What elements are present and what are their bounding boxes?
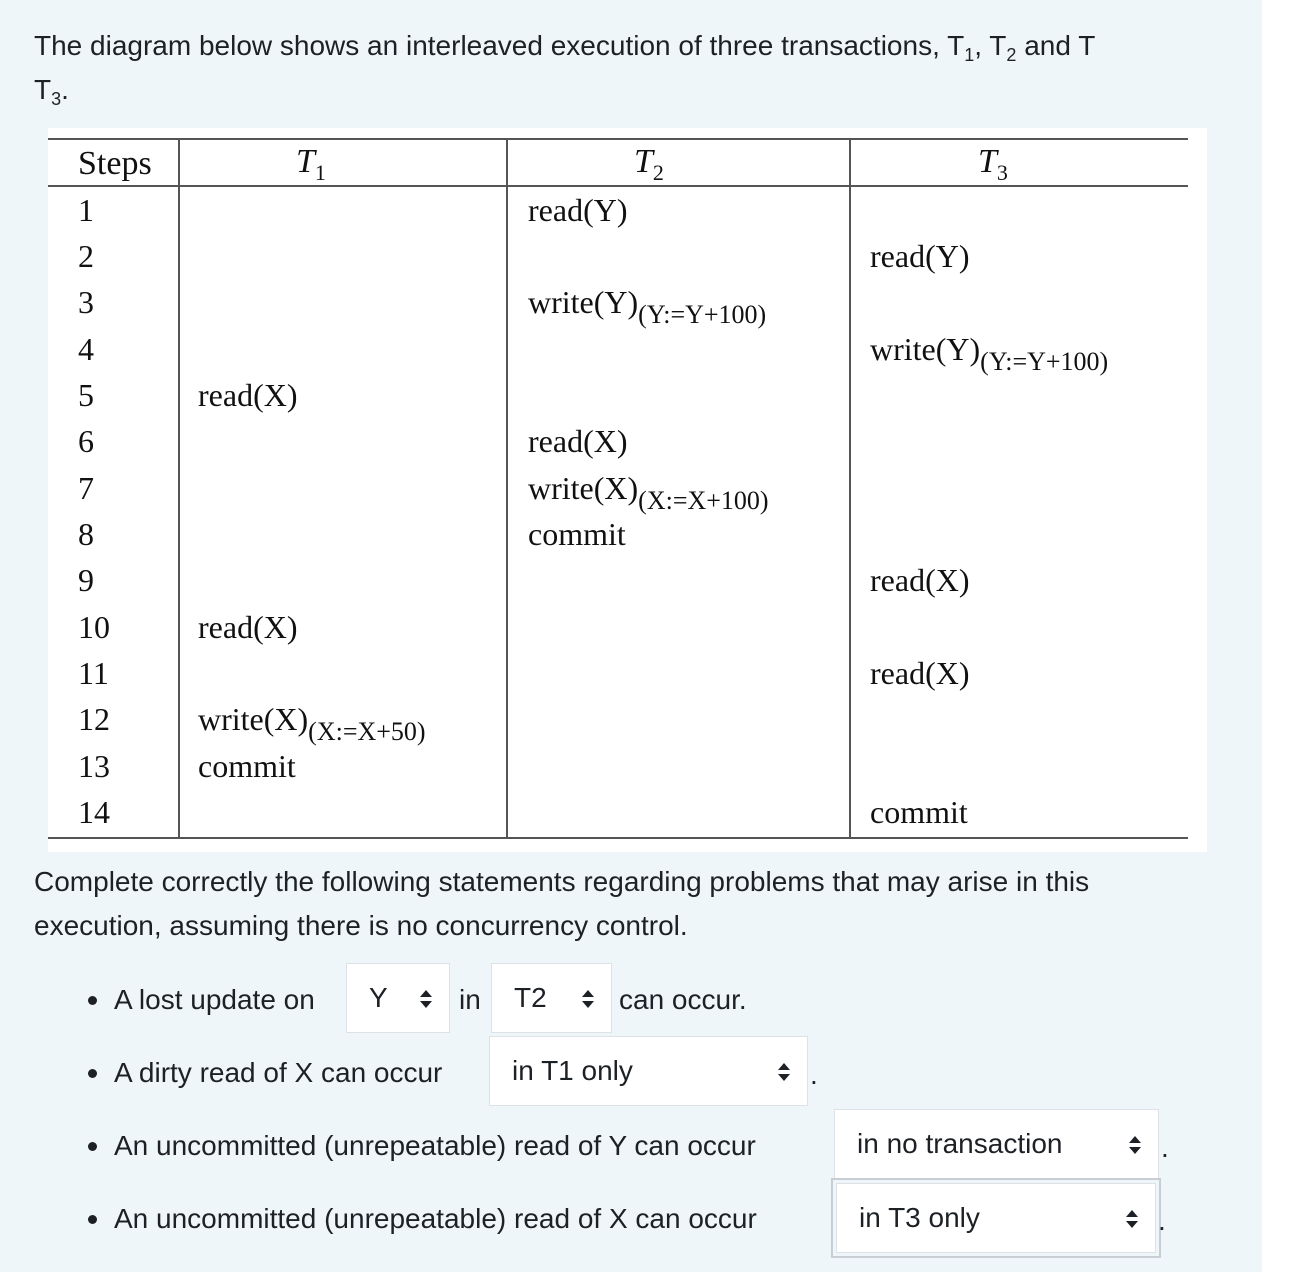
up-down-chevron-icon <box>777 1061 791 1083</box>
step-number: 11 <box>78 655 109 691</box>
dirty-read-select[interactable] <box>489 1036 808 1106</box>
step-number: 10 <box>78 609 110 645</box>
op-cell: $write(X)_{(X:=X+100)}$ <box>528 470 769 515</box>
header-t1: $T_1$ <box>296 143 326 185</box>
step-number: 12 <box>78 701 110 737</box>
step-number: 7 <box>78 470 94 506</box>
statement-1-mid: in <box>459 984 481 1015</box>
select-value: T2 <box>514 982 547 1013</box>
step-number: 13 <box>78 748 110 784</box>
statement-3-suffix: . <box>1161 1132 1169 1163</box>
statement-4-prefix: An uncommitted (unrepeatable) read of X can occur <box>114 1203 757 1234</box>
step-number: 4 <box>78 331 94 367</box>
select-value: in T3 only <box>859 1202 980 1233</box>
select-value: in T1 only <box>512 1055 633 1086</box>
unrepeatable-read-x-select[interactable] <box>836 1183 1156 1253</box>
intro-text: The diagram below shows an interleaved execution of three transactions, $T_1$, $T_2$ and T $T_3$. <box>34 30 1096 109</box>
step-number: 3 <box>78 284 94 320</box>
op-cell: commit <box>528 516 626 552</box>
op-cell: commit <box>870 794 968 830</box>
step-number: 14 <box>78 794 110 830</box>
step-number: 9 <box>78 562 94 598</box>
bullet-dot <box>88 1215 97 1224</box>
lost-update-transaction-select[interactable] <box>491 963 612 1033</box>
op-cell: read(Y) <box>528 192 628 228</box>
header-t3: $T_3$ <box>978 143 1008 185</box>
header-t2: $T_2$ <box>634 143 664 185</box>
statement-1-suffix: can occur. <box>619 984 747 1015</box>
statement-1-prefix: A lost update on <box>114 984 315 1015</box>
op-cell: commit <box>198 748 296 784</box>
header-steps: Steps <box>78 145 152 182</box>
bullet-dot <box>88 996 97 1005</box>
op-cell: read(X) <box>198 609 298 645</box>
schedule-table <box>48 128 1207 852</box>
up-down-chevron-icon <box>1125 1208 1139 1230</box>
op-cell: $write(Y)_{(Y:=Y+100)}$ <box>870 331 1109 376</box>
up-down-chevron-icon <box>1128 1134 1142 1156</box>
step-number: 2 <box>78 238 94 274</box>
schedule-diagram <box>48 128 1207 852</box>
bullet-dot <box>88 1142 97 1151</box>
op-cell: read(X) <box>198 377 298 413</box>
question-text: Complete correctly the following statements regarding problems that may arise in this execution, assuming there is no concurrency control. <box>34 866 1090 941</box>
op-cell: read(Y) <box>870 238 970 274</box>
lost-update-item-select[interactable] <box>346 963 450 1033</box>
step-number: 5 <box>78 377 94 413</box>
statement-4-suffix: . <box>1158 1205 1166 1236</box>
op-cell: read(X) <box>870 562 970 598</box>
op-cell: $write(Y)_{(Y:=Y+100)}$ <box>528 284 767 329</box>
unrepeatable-read-y-select[interactable] <box>834 1109 1159 1179</box>
op-cell: read(X) <box>870 655 970 691</box>
select-value: in no transaction <box>857 1128 1063 1159</box>
bullet-dot <box>88 1069 97 1078</box>
up-down-chevron-icon <box>581 988 595 1010</box>
step-number: 1 <box>78 192 94 228</box>
op-cell: $write(X)_{(X:=X+50)}$ <box>198 701 426 746</box>
step-number: 8 <box>78 516 94 552</box>
up-down-chevron-icon <box>419 988 433 1010</box>
statement-2-suffix: . <box>810 1059 818 1090</box>
select-value: Y <box>369 982 388 1013</box>
step-number: 6 <box>78 423 94 459</box>
statement-3-prefix: An uncommitted (unrepeatable) read of Y can occur <box>114 1130 756 1161</box>
op-cell: read(X) <box>528 423 628 459</box>
statement-2-prefix: A dirty read of X can occur <box>114 1057 443 1088</box>
